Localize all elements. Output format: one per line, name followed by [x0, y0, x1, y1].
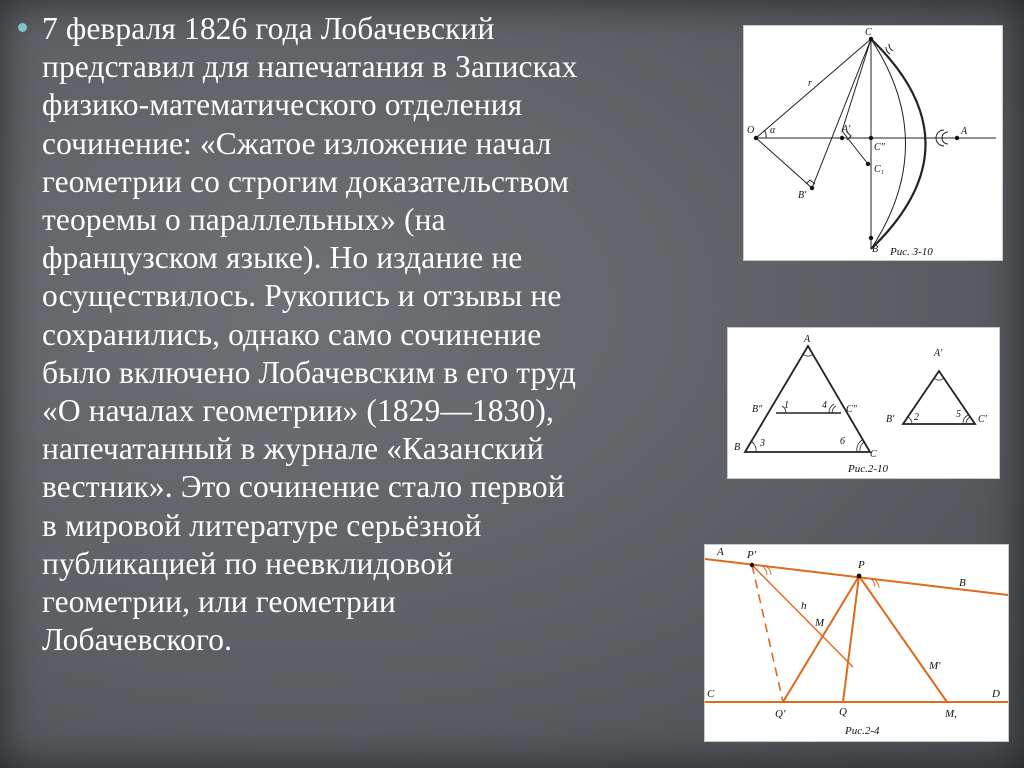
text-line: было включено Лобачевским в его труд	[42, 354, 576, 390]
angle-2-mark	[908, 417, 912, 424]
angle-3-mark	[752, 442, 756, 452]
angle-p1-mark-2	[767, 567, 771, 575]
point-p1	[750, 563, 754, 567]
angle-6-mark	[860, 442, 864, 452]
text-line: 7 февраля 1826 года Лобачевский	[42, 11, 495, 46]
label-6: 6	[840, 436, 845, 447]
label-b2: B"	[752, 404, 763, 415]
point-p	[857, 574, 862, 579]
label-a: A	[717, 546, 724, 558]
label-3: 3	[760, 438, 765, 449]
text-line: французском языке). Но издание не	[42, 240, 523, 276]
label-b: B	[872, 244, 879, 255]
label-c1: C₁	[874, 164, 885, 175]
label-r: r	[808, 78, 812, 89]
figure-2-10	[727, 327, 1000, 479]
point-a	[955, 136, 959, 140]
main-paragraph	[42, 10, 718, 659]
figure-2-4-drawing	[705, 545, 1008, 741]
segment-pq	[843, 576, 859, 702]
label-q: Q	[839, 706, 847, 718]
label-p1: P'	[747, 549, 757, 561]
angle-5-mark	[966, 417, 970, 424]
label-1: 1	[784, 400, 789, 411]
angle-p-mark	[871, 579, 875, 587]
angle-c-mark-2	[889, 44, 893, 51]
triangle-abc	[745, 346, 870, 452]
angle-4-mark	[832, 406, 836, 413]
text-line: геометрии со строгим доказательством	[42, 163, 569, 199]
main-text-block	[18, 10, 718, 659]
label-c: C	[865, 27, 872, 38]
figure-3-10-caption: Рис. 3-10	[890, 246, 933, 258]
label-b1: B'	[886, 414, 895, 425]
segment-b1c	[812, 39, 871, 188]
label-a1: A'	[934, 348, 943, 359]
segment-pq1	[783, 576, 859, 702]
text-line: сочинение: «Сжатое изложение начал	[42, 125, 552, 161]
label-5: 5	[956, 409, 961, 420]
angle-a1-mark	[934, 378, 944, 380]
label-d: D	[992, 688, 1000, 700]
text-line: публикацией по неевклидовой	[42, 545, 454, 581]
label-2: 2	[914, 412, 919, 423]
label-c2: C"	[846, 404, 857, 415]
label-b: B	[959, 577, 966, 589]
label-m2: M,	[945, 708, 957, 720]
label-a: A	[961, 126, 968, 137]
segment-h	[752, 565, 853, 667]
label-c2: C"	[874, 142, 885, 153]
bullet-icon	[18, 23, 27, 32]
angle-a-mark	[803, 354, 813, 356]
label-h: h	[801, 600, 807, 612]
figure-3-10	[743, 25, 1003, 261]
segment-oc	[756, 39, 871, 138]
point-b	[869, 236, 873, 240]
point-c1	[866, 162, 870, 166]
label-b: B	[734, 442, 741, 453]
text-line: напечатанный в журнале «Казанский	[42, 431, 544, 467]
figure-2-10-drawing	[728, 328, 999, 478]
label-a: A	[804, 334, 811, 345]
label-alpha: α	[770, 125, 776, 136]
label-c: C	[707, 688, 715, 700]
text-line: вестник». Это сочинение стало первой	[42, 469, 565, 505]
text-line: «О началах геометрии» (1829—1830),	[42, 393, 554, 429]
text-line: осуществилось. Рукопись и отзывы не	[42, 278, 562, 314]
label-4: 4	[822, 400, 827, 411]
label-c: C	[870, 449, 877, 460]
figure-2-4-caption: Рис.2-4	[845, 725, 880, 737]
dashed-p1q1	[752, 565, 783, 702]
point-c2	[869, 136, 873, 140]
point-a1	[840, 136, 844, 140]
label-c1: C'	[978, 414, 987, 425]
figure-3-10-drawing	[744, 26, 1002, 260]
segment-a1c1	[842, 131, 868, 164]
label-a1: A'	[842, 124, 851, 135]
label-p: P	[858, 559, 865, 571]
angle-p-mark-2	[875, 580, 879, 588]
label-m1: M'	[929, 660, 941, 672]
text-line: теоремы о параллельных» (на	[42, 202, 446, 238]
text-line: физико-математического отделения	[42, 87, 523, 123]
segment-ob1	[756, 138, 812, 188]
point-o	[754, 136, 758, 140]
text-line: представил для напечатания в Записках	[42, 49, 578, 85]
segment-pm2	[859, 576, 947, 702]
text-line: Лобачевского.	[42, 622, 233, 658]
figure-2-4	[704, 544, 1009, 742]
label-b1: B'	[798, 190, 807, 201]
label-q1: Q'	[775, 708, 786, 720]
segment-ca1	[842, 39, 871, 131]
angle-p1-mark	[763, 567, 767, 575]
label-o: O	[747, 125, 755, 136]
text-line: геометрии, или геометрии	[42, 584, 396, 620]
text-line: в мировой литературе серьёзной	[42, 507, 482, 543]
figure-2-10-caption: Рис.2-10	[848, 463, 889, 475]
point-b1	[810, 186, 814, 190]
angle-alpha-mark	[764, 130, 766, 138]
label-m: M	[815, 617, 825, 629]
text-line: сохранились, однако само сочинение	[42, 316, 542, 352]
